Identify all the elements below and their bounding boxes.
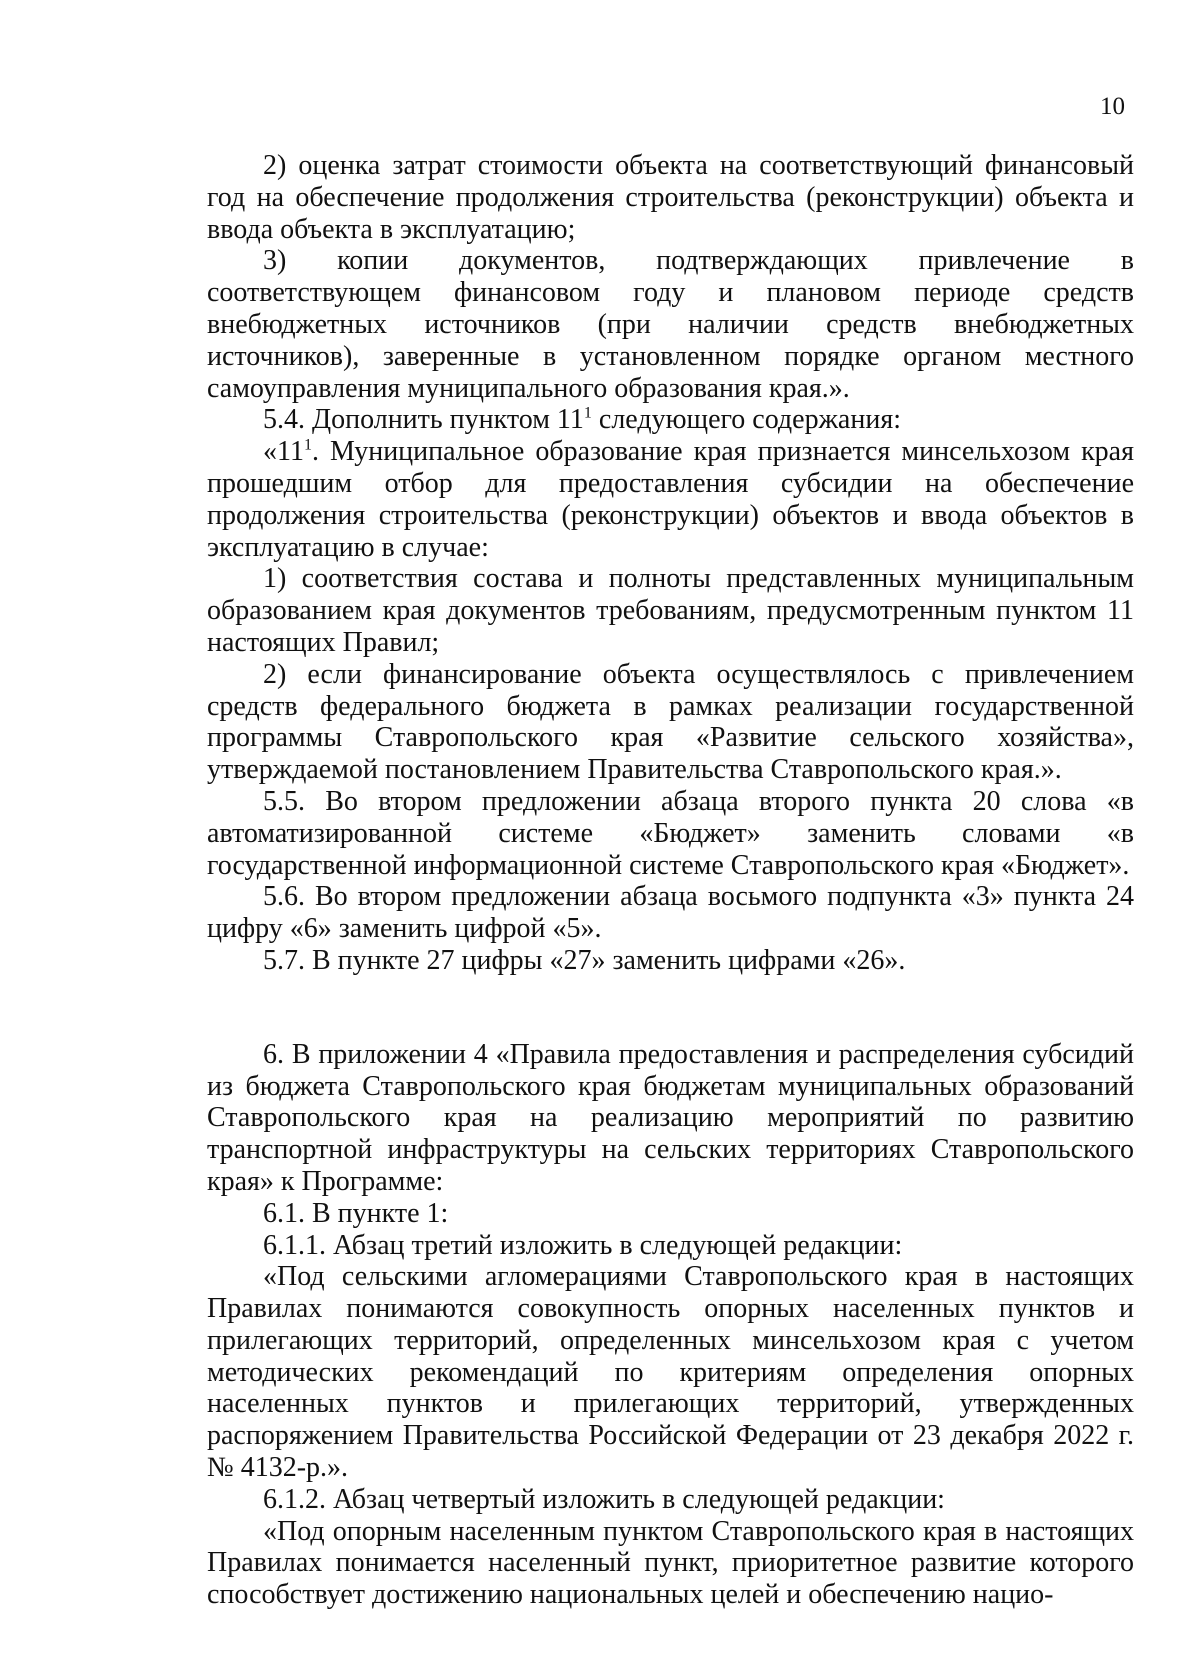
paragraph-11-1 [207,436,1134,563]
paragraph: 2) если финансирование объекта осуществлялось с привлечением средств федерального бюджета в рамках реализации государственной программы Ставропольского края «Развитие сельского хозяйства», утверждаемой постановлением Правительства Ставропольского края.». [207,658,1134,786]
paragraph: 5.5. Во втором предложении абзаца второго пункта 20 слова «в автоматизированной системе «Бюджет» заменить словами «в государственной информационной системе Ставропольского края «Бюджет». [207,785,1134,881]
paragraph: 5.7. В пункте 27 цифры «27» заменить цифрами «26». [263,944,906,976]
paragraph: 1) соответствия состава и полноты представленных муниципальным образованием края документов требованиям, предусмотренным пунктом 11 настоящих Правил; [207,563,1134,658]
paragraph-5-4 [207,404,1134,436]
paragraph: «Под опорным населенным пунктом Ставропольского края в настоящих Правилах понимается населенный пункт, приоритетное развитие которого способствует достижению национальных целей и обеспечению нацио- [207,1515,1134,1611]
paragraph: 6.1.2. Абзац четвертый изложить в следующей редакции: [263,1483,945,1515]
superscript: 1 [583,405,592,423]
paragraph: 6.1.1. Абзац третий изложить в следующей редакции: [263,1229,903,1261]
page-number: 10 [1100,93,1125,120]
paragraph: 6. В приложении 4 «Правила предоставления и распределения субсидий из бюджета Ставропольского края бюджетам муниципальных образований Ставропольского края на реализацию мероприятий по развитию транспортной инфраструктуры на сельских территориях Ставропольского края» к Программе: [207,1038,1134,1197]
section-gap [207,977,1134,1039]
paragraph-text: следующего содержания: [591,404,901,436]
paragraph-text: 5.4. Дополнить пунктом 11 [263,404,584,436]
paragraph: «Под сельскими агломерациями Ставропольского края в настоящих Правилах понимаются совокупность опорных населенных пунктов и прилегающих территорий, определенных минсельхозом края с учетом методических рекомендаций по критериям определения опорных населенных пунктов и прилегающих территорий, утвержденных распоряжением Правительства Российской Федерации от 23 декабря 2022 г. № 4132-р.». [207,1261,1134,1484]
paragraph: 3) копии документов, подтверждающих привлечение в соответствующем финансовом году и плановом периоде средств внебюджетных источников (при наличии средств внебюджетных источников), заверенные в установленном порядке органом местного самоуправления муниципального образования края.». [207,245,1134,404]
superscript: 1 [303,436,312,454]
paragraph-text: . Муниципальное образование края признается минсельхозом края прошедшим отбор для предоставления субсидии на обеспечение продолжения строительства (реконструкции) объектов и ввода объектов в эксплуатацию в случае: [207,436,1134,563]
document-body [207,150,1134,1611]
paragraph: 6.1. В пункте 1: [263,1197,449,1229]
paragraph: 5.6. Во втором предложении абзаца восьмого подпункта «3» пункта 24 цифру «6» заменить цифрой «5». [207,881,1134,945]
paragraph-text: «11 [263,436,304,468]
paragraph: 2) оценка затрат стоимости объекта на соответствующий финансовый год на обеспечение продолжения строительства (реконструкции) объекта и ввода объекта в эксплуатацию; [207,150,1134,245]
